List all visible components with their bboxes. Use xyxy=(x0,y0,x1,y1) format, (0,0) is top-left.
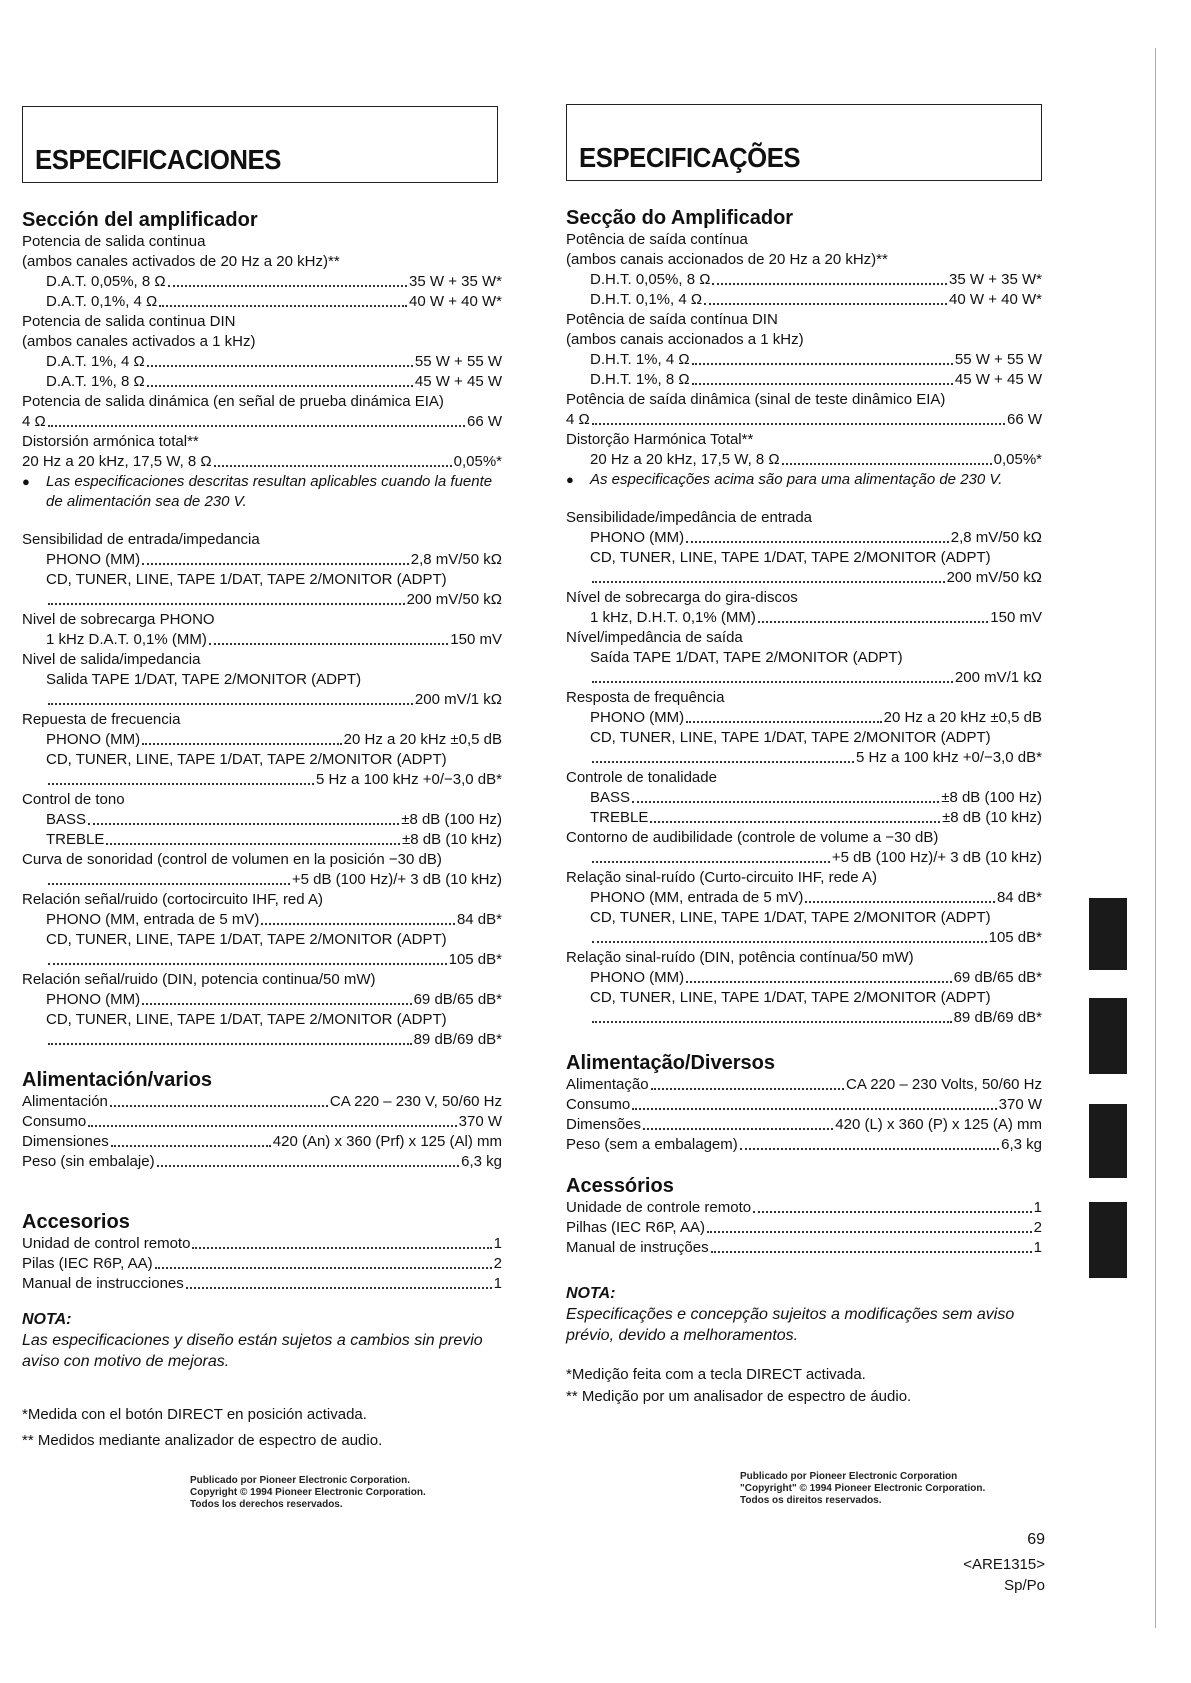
footnote-1: *Medida con el botón DIRECT en posición activada. xyxy=(22,1406,367,1423)
spec-label: Peso (sem a embalagem) xyxy=(566,1136,738,1153)
dot-leader xyxy=(88,810,399,825)
note-bullet xyxy=(22,472,502,512)
page-edge-line xyxy=(1155,48,1156,1628)
dot-leader xyxy=(592,848,830,863)
spec-line: (ambos canais accionados a 1 kHz) xyxy=(566,331,804,348)
spec-label: Consumo xyxy=(22,1113,87,1130)
spec-line: Potencia de salida continua xyxy=(22,233,206,250)
spec-label: PHONO (MM) xyxy=(590,529,685,546)
footnote-1: *Medição feita com a tecla DIRECT activada. xyxy=(566,1366,866,1383)
spec-value: 420 (L) x 360 (P) x 125 (A) mm xyxy=(835,1116,1042,1133)
spec-line: (ambos canales activados de 20 Hz a 20 kHz)** xyxy=(22,253,340,270)
spec-label: 4 Ω xyxy=(22,413,46,430)
spec-list xyxy=(22,1092,502,1172)
spec-line: Saída TAPE 1/DAT, TAPE 2/MONITOR (ADPT) xyxy=(590,649,903,666)
spec-label: Consumo xyxy=(566,1096,631,1113)
section-tab xyxy=(1089,1104,1127,1178)
dot-leader xyxy=(592,410,1005,425)
note-text: As especificações acima são para uma alimentação de 230 V. xyxy=(590,471,1003,488)
publisher-line: Todos os direitos reservados. xyxy=(740,1495,882,1506)
spec-row xyxy=(22,590,502,610)
spec-line: Nivel de salida/impedancia xyxy=(22,651,201,668)
spec-row xyxy=(566,808,1042,828)
publisher-line: "Copyright" © 1994 Pioneer Electronic Corporation. xyxy=(740,1483,986,1494)
spec-row xyxy=(566,848,1042,868)
spec-line: Curva de sonoridad (control de volumen en la posición −30 dB) xyxy=(22,851,442,868)
spec-line: CD, TUNER, LINE, TAPE 1/DAT, TAPE 2/MONITOR (ADPT) xyxy=(46,1011,447,1028)
spec-row xyxy=(22,810,502,830)
spec-list xyxy=(22,232,502,472)
dot-leader xyxy=(214,452,452,467)
spec-list xyxy=(22,1234,502,1294)
spec-row xyxy=(566,1238,1042,1258)
spec-row xyxy=(566,968,1042,988)
footnotes-pt xyxy=(566,1364,1042,1408)
note-bullet xyxy=(566,470,1042,490)
spec-label: BASS xyxy=(590,789,631,806)
spec-line: Nivel de sobrecarga PHONO xyxy=(22,611,215,628)
spec-value: 200 mV/1 kΩ xyxy=(414,691,502,708)
publisher-line: Publicado por Pioneer Electronic Corporation xyxy=(740,1471,958,1482)
dot-leader xyxy=(753,1198,1032,1213)
section-heading: Alimentação/Diversos xyxy=(566,1052,775,1074)
dot-leader xyxy=(88,1112,456,1127)
spec-value: ±8 dB (10 kHz) xyxy=(942,809,1042,826)
spec-line: Potencia de salida dinámica (en señal de prueba dinámica EIA) xyxy=(22,393,444,410)
spec-label: Unidad de control remoto xyxy=(22,1235,191,1252)
spec-row xyxy=(566,1115,1042,1135)
spec-value: 370 W xyxy=(458,1113,502,1130)
spec-value: 0,05%* xyxy=(993,451,1042,468)
spec-list xyxy=(22,530,502,1050)
footnote-2: ** Medição por um analisador de espectro de áudio. xyxy=(566,1388,912,1405)
spec-value: 20 Hz a 20 kHz ±0,5 dB xyxy=(883,709,1042,726)
spec-label: 4 Ω xyxy=(566,411,590,428)
spec-line: Relación señal/ruido (DIN, potencia continua/50 mW) xyxy=(22,971,376,988)
dot-leader xyxy=(592,748,854,763)
spec-line: CD, TUNER, LINE, TAPE 1/DAT, TAPE 2/MONITOR (ADPT) xyxy=(590,549,991,566)
dot-leader xyxy=(650,808,940,823)
page-title-pt: ESPECIFICAÇÕES xyxy=(579,142,801,173)
spec-line: CD, TUNER, LINE, TAPE 1/DAT, TAPE 2/MONITOR (ADPT) xyxy=(46,931,447,948)
dot-leader xyxy=(110,1092,328,1107)
section-heading: Acessórios xyxy=(566,1175,674,1197)
doc-code: <ARE1315> xyxy=(963,1556,1045,1573)
spec-value: 5 Hz a 100 kHz +0/−3,0 dB* xyxy=(856,749,1042,766)
spec-value: CA 220 – 230 Volts, 50/60 Hz xyxy=(846,1076,1042,1093)
dot-leader xyxy=(692,370,953,385)
spec-line: Potência de saída contínua xyxy=(566,231,748,248)
spec-value: 1 xyxy=(493,1275,502,1292)
spec-value: 40 W + 40 W* xyxy=(409,293,502,310)
dot-leader xyxy=(592,668,953,683)
dot-leader xyxy=(155,1254,492,1269)
spec-row xyxy=(566,528,1042,548)
section-heading: Secção do Amplificador xyxy=(566,207,794,229)
nota-heading: NOTA: xyxy=(22,1311,72,1328)
language-code: Sp/Po xyxy=(1004,1577,1045,1594)
footnote-2: ** Medidos mediante analizador de espectro de audio. xyxy=(22,1432,383,1449)
spec-value: 105 dB* xyxy=(448,951,502,968)
dot-leader xyxy=(48,770,314,785)
spec-value: 370 W xyxy=(998,1096,1042,1113)
dot-leader xyxy=(186,1274,492,1289)
dot-leader xyxy=(192,1234,491,1249)
dot-leader xyxy=(704,290,947,305)
spec-row xyxy=(566,410,1042,430)
spec-value: 200 mV/1 kΩ xyxy=(954,669,1042,686)
dot-leader xyxy=(261,910,455,925)
spec-label: D.A.T. 0,1%, 4 Ω xyxy=(46,293,158,310)
spec-line: CD, TUNER, LINE, TAPE 1/DAT, TAPE 2/MONITOR (ADPT) xyxy=(590,729,991,746)
spec-row xyxy=(22,910,502,930)
dot-leader xyxy=(632,788,939,803)
spec-line: Relação sinal-ruído (Curto-circuito IHF, rede A) xyxy=(566,869,877,886)
spec-line: Contorno de audibilidade (controle de volume a −30 dB) xyxy=(566,829,939,846)
spec-line: CD, TUNER, LINE, TAPE 1/DAT, TAPE 2/MONITOR (ADPT) xyxy=(46,571,447,588)
spec-label: TREBLE xyxy=(46,831,105,848)
dot-leader xyxy=(209,630,448,645)
dot-leader xyxy=(686,528,949,543)
spec-line: Relación señal/ruido (cortocircuito IHF, red A) xyxy=(22,891,323,908)
spec-value: CA 220 – 230 V, 50/60 Hz xyxy=(329,1093,502,1110)
spec-label: D.H.T. 0,05%, 8 Ω xyxy=(590,271,711,288)
spec-row xyxy=(566,788,1042,808)
bullet-icon: ● xyxy=(566,472,574,487)
spec-line: Control de tono xyxy=(22,791,125,808)
spec-row xyxy=(22,272,502,292)
spec-label: Manual de instruções xyxy=(566,1239,709,1256)
spec-row xyxy=(566,1135,1042,1155)
publisher-line: Publicado por Pioneer Electronic Corporation. xyxy=(190,1475,411,1486)
spec-line: Relação sinal-ruído (DIN, potência contínua/50 mW) xyxy=(566,949,914,966)
spec-row xyxy=(22,412,502,432)
spec-row xyxy=(22,830,502,850)
spec-value: 1 xyxy=(1033,1239,1042,1256)
dot-leader xyxy=(712,270,947,285)
acc-section-es xyxy=(22,1210,502,1294)
spec-list xyxy=(566,508,1042,1028)
nota-text: Las especificaciones y diseño están sujetos a cambios sin previo aviso con motivo de mejoras. xyxy=(22,1332,483,1370)
spec-row xyxy=(566,708,1042,728)
spec-value: 45 W + 45 W xyxy=(414,373,502,390)
dot-leader xyxy=(48,690,413,705)
spec-row xyxy=(22,1152,502,1172)
spec-line: Repuesta de frecuencia xyxy=(22,711,181,728)
section-heading: Sección del amplificador xyxy=(22,209,258,231)
spec-value: 200 mV/50 kΩ xyxy=(946,569,1042,586)
spec-value: 1 xyxy=(1033,1199,1042,1216)
spec-line: Resposta de frequência xyxy=(566,689,725,706)
spec-value: 2,8 mV/50 kΩ xyxy=(950,529,1042,546)
dot-leader xyxy=(692,350,953,365)
spec-line: CD, TUNER, LINE, TAPE 1/DAT, TAPE 2/MONITOR (ADPT) xyxy=(46,751,447,768)
spec-row xyxy=(566,290,1042,310)
footnotes-es xyxy=(22,1404,502,1452)
spec-row xyxy=(566,568,1042,588)
spec-row xyxy=(566,608,1042,628)
spec-row xyxy=(566,668,1042,688)
spec-row xyxy=(22,372,502,392)
spec-row xyxy=(22,870,502,890)
dot-leader xyxy=(707,1218,1032,1233)
dot-leader xyxy=(48,870,290,885)
spec-list xyxy=(566,1198,1042,1258)
spec-value: 55 W + 55 W xyxy=(414,353,502,370)
dot-leader xyxy=(758,608,988,623)
spec-line: CD, TUNER, LINE, TAPE 1/DAT, TAPE 2/MONITOR (ADPT) xyxy=(590,909,991,926)
spec-label: PHONO (MM) xyxy=(46,991,141,1008)
spec-row xyxy=(22,292,502,312)
dot-leader xyxy=(48,950,447,965)
spec-line: Nível/impedância de saída xyxy=(566,629,743,646)
spec-list xyxy=(566,230,1042,470)
spec-value: 66 W xyxy=(1006,411,1042,428)
title-box-es xyxy=(22,106,498,183)
spec-value: 2,8 mV/50 kΩ xyxy=(410,551,502,568)
spec-value: 55 W + 55 W xyxy=(954,351,1042,368)
spec-label: Pilas (IEC R6P, AA) xyxy=(22,1255,153,1272)
spec-value: 69 dB/65 dB* xyxy=(953,969,1042,986)
spec-label: TREBLE xyxy=(590,809,649,826)
dot-leader xyxy=(651,1075,844,1090)
bullet-icon: ● xyxy=(22,474,30,489)
section-heading: Alimentación/varios xyxy=(22,1069,213,1091)
dot-leader xyxy=(48,1030,412,1045)
spec-value: +5 dB (100 Hz)/+ 3 dB (10 kHz) xyxy=(291,871,502,888)
spec-line: Potência de saída dinâmica (sinal de teste dinâmico EIA) xyxy=(566,391,946,408)
spec-row xyxy=(566,370,1042,390)
power-section-es xyxy=(22,1068,502,1172)
spec-value: 150 mV xyxy=(450,631,502,648)
spec-row xyxy=(566,1218,1042,1238)
spec-label: Pilhas (IEC R6P, AA) xyxy=(566,1219,705,1236)
spec-value: 1 xyxy=(493,1235,502,1252)
nota-text: Especificações e concepção sujeitos a modificações sem aviso prévio, devido a melhoramentos. xyxy=(566,1306,1015,1344)
spec-line: Potência de saída contínua DIN xyxy=(566,311,778,328)
spec-label: 20 Hz a 20 kHz, 17,5 W, 8 Ω xyxy=(22,453,212,470)
spec-line: Distorção Harmónica Total** xyxy=(566,431,754,448)
dot-leader xyxy=(159,292,407,307)
spec-row xyxy=(22,950,502,970)
power-section-pt xyxy=(566,1051,1042,1155)
sens-section-pt xyxy=(566,508,1042,1028)
spec-row xyxy=(566,888,1042,908)
spec-row xyxy=(22,352,502,372)
dot-leader xyxy=(740,1135,999,1150)
spec-row xyxy=(22,1030,502,1050)
spec-label: PHONO (MM) xyxy=(590,709,685,726)
spec-value: 89 dB/69 dB* xyxy=(413,1031,502,1048)
dot-leader xyxy=(711,1238,1032,1253)
spec-value: 35 W + 35 W* xyxy=(409,273,502,290)
section-heading: Accesorios xyxy=(22,1211,130,1233)
spec-label: D.H.T. 0,1%, 4 Ω xyxy=(590,291,703,308)
spec-value: 6,3 kg xyxy=(461,1153,502,1170)
spec-value: 45 W + 45 W xyxy=(954,371,1042,388)
dot-leader xyxy=(686,708,882,723)
spec-value: ±8 dB (100 Hz) xyxy=(941,789,1042,806)
title-box-pt xyxy=(566,104,1042,181)
spec-line: Nível de sobrecarga do gira-discos xyxy=(566,589,798,606)
spec-value: 200 mV/50 kΩ xyxy=(406,591,502,608)
spec-label: D.A.T. 1%, 8 Ω xyxy=(46,373,145,390)
spec-label: Manual de instrucciones xyxy=(22,1275,184,1292)
dot-leader xyxy=(147,352,413,367)
dot-leader xyxy=(632,1095,996,1110)
spec-value: 40 W + 40 W* xyxy=(949,291,1042,308)
spec-value: 20 Hz a 20 kHz ±0,5 dB xyxy=(343,731,502,748)
spec-label: D.H.T. 1%, 4 Ω xyxy=(590,351,690,368)
section-tab xyxy=(1089,898,1127,970)
spec-value: 84 dB* xyxy=(996,889,1042,906)
spec-row xyxy=(22,630,502,650)
publisher-line: Todos los derechos reservados. xyxy=(190,1499,343,1510)
spec-row xyxy=(22,550,502,570)
spec-label: D.A.T. 0,05%, 8 Ω xyxy=(46,273,166,290)
spec-line: Sensibilidade/impedância de entrada xyxy=(566,509,813,526)
dot-leader xyxy=(782,450,992,465)
spec-value: 150 mV xyxy=(990,609,1042,626)
spec-row xyxy=(566,1075,1042,1095)
spec-row xyxy=(22,1234,502,1254)
dot-leader xyxy=(147,372,413,387)
dot-leader xyxy=(142,550,409,565)
spec-value: 84 dB* xyxy=(456,911,502,928)
spec-row xyxy=(566,270,1042,290)
spec-row xyxy=(22,730,502,750)
spec-row xyxy=(566,1008,1042,1028)
dot-leader xyxy=(48,590,405,605)
spec-line: (ambos canales activados a 1 kHz) xyxy=(22,333,256,350)
spec-value: ±8 dB (100 Hz) xyxy=(401,811,502,828)
spec-row xyxy=(566,928,1042,948)
spec-line: Distorsión armónica total** xyxy=(22,433,199,450)
spec-row xyxy=(566,1095,1042,1115)
spec-label: PHONO (MM, entrada de 5 mV) xyxy=(46,911,260,928)
spec-value: +5 dB (100 Hz)/+ 3 dB (10 kHz) xyxy=(831,849,1042,866)
nota-pt xyxy=(566,1284,1042,1346)
spec-label: 20 Hz a 20 kHz, 17,5 W, 8 Ω xyxy=(590,451,780,468)
dot-leader xyxy=(592,1008,952,1023)
spec-label: Dimensões xyxy=(566,1116,642,1133)
amp-section-pt xyxy=(566,206,1042,490)
spec-line: Sensibilidad de entrada/impedancia xyxy=(22,531,260,548)
nota-es xyxy=(22,1310,502,1372)
spec-label: Dimensiones xyxy=(22,1133,109,1150)
dot-leader xyxy=(48,412,465,427)
spec-row xyxy=(566,1198,1042,1218)
section-tab xyxy=(1089,998,1127,1074)
page-number: 69 xyxy=(1027,1531,1045,1548)
dot-leader xyxy=(142,990,411,1005)
spec-value: 0,05%* xyxy=(453,453,502,470)
spec-label: D.A.T. 1%, 4 Ω xyxy=(46,353,145,370)
spec-value: 5 Hz a 100 kHz +0/−3,0 dB* xyxy=(316,771,502,788)
spec-value: 6,3 kg xyxy=(1001,1136,1042,1153)
spec-value: 89 dB/69 dB* xyxy=(953,1009,1042,1026)
spec-line: (ambos canais accionados de 20 Hz a 20 kHz)** xyxy=(566,251,888,268)
dot-leader xyxy=(643,1115,833,1130)
spec-label: D.H.T. 1%, 8 Ω xyxy=(590,371,690,388)
dot-leader xyxy=(592,568,945,583)
dot-leader xyxy=(106,830,400,845)
spec-row xyxy=(22,690,502,710)
publisher-line: Copyright © 1994 Pioneer Electronic Corporation. xyxy=(190,1487,426,1498)
spec-value: 69 dB/65 dB* xyxy=(413,991,502,1008)
spec-label: 1 kHz D.A.T. 0,1% (MM) xyxy=(46,631,207,648)
spec-row xyxy=(22,1254,502,1274)
publisher-pt xyxy=(740,1471,985,1507)
spec-label: BASS xyxy=(46,811,87,828)
spec-list xyxy=(566,1075,1042,1155)
spec-label: 1 kHz, D.H.T. 0,1% (MM) xyxy=(590,609,756,626)
spec-label: PHONO (MM, entrada de 5 mV) xyxy=(590,889,804,906)
spec-label: PHONO (MM) xyxy=(590,969,685,986)
spec-row xyxy=(22,1132,502,1152)
spec-value: 2 xyxy=(493,1255,502,1272)
dot-leader xyxy=(592,928,987,943)
spec-label: PHONO (MM) xyxy=(46,551,141,568)
dot-leader xyxy=(805,888,995,903)
spec-value: 2 xyxy=(1033,1219,1042,1236)
spec-value: 66 W xyxy=(466,413,502,430)
amp-section-es xyxy=(22,208,502,512)
nota-heading: NOTA: xyxy=(566,1285,616,1302)
spec-label: Alimentação xyxy=(566,1076,649,1093)
spec-row xyxy=(566,350,1042,370)
dot-leader xyxy=(686,968,951,983)
page-title-es: ESPECIFICACIONES xyxy=(35,144,281,175)
spec-row xyxy=(22,1274,502,1294)
section-tab xyxy=(1089,1202,1127,1278)
spec-line: Controle de tonalidade xyxy=(566,769,717,786)
spec-label: Alimentación xyxy=(22,1093,108,1110)
spec-value: ±8 dB (10 kHz) xyxy=(402,831,502,848)
sens-section-es xyxy=(22,530,502,1050)
note-text: Las especificaciones descritas resultan aplicables cuando la fuente de alimentación sea de 230 V. xyxy=(46,473,493,510)
spec-value: 35 W + 35 W* xyxy=(949,271,1042,288)
dot-leader xyxy=(168,272,407,287)
spec-label: Unidade de controle remoto xyxy=(566,1199,752,1216)
spec-row xyxy=(22,1112,502,1132)
spec-line: CD, TUNER, LINE, TAPE 1/DAT, TAPE 2/MONITOR (ADPT) xyxy=(590,989,991,1006)
spec-row xyxy=(566,450,1042,470)
spec-row xyxy=(22,1092,502,1112)
acc-section-pt xyxy=(566,1174,1042,1258)
spec-line: Salida TAPE 1/DAT, TAPE 2/MONITOR (ADPT) xyxy=(46,671,362,688)
dot-leader xyxy=(111,1132,271,1147)
publisher-es xyxy=(190,1475,426,1511)
spec-label: PHONO (MM) xyxy=(46,731,141,748)
spec-label: Peso (sin embalaje) xyxy=(22,1153,155,1170)
spec-value: 420 (An) x 360 (Prf) x 125 (Al) mm xyxy=(272,1133,502,1150)
dot-leader xyxy=(157,1152,460,1167)
spec-line: Potencia de salida continua DIN xyxy=(22,313,236,330)
spec-row xyxy=(22,770,502,790)
dot-leader xyxy=(142,730,342,745)
spec-row xyxy=(22,452,502,472)
spec-row xyxy=(566,748,1042,768)
spec-value: 105 dB* xyxy=(988,929,1042,946)
spec-row xyxy=(22,990,502,1010)
